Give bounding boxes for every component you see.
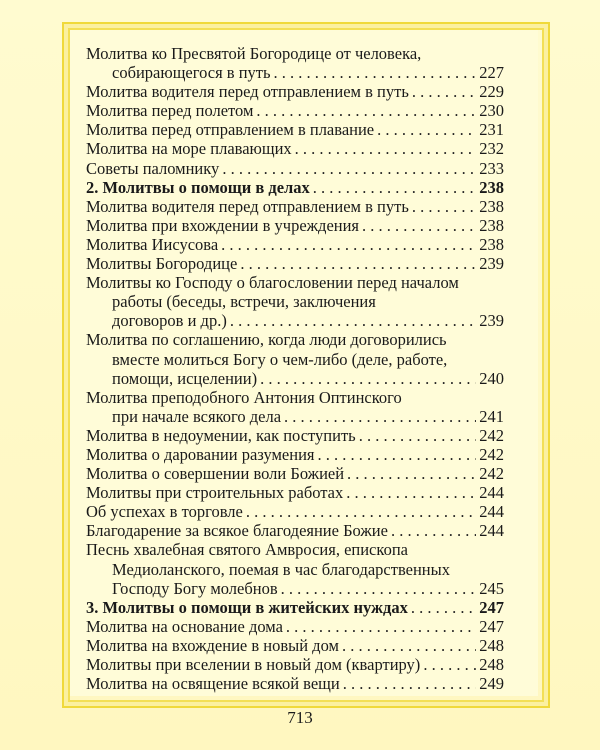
- toc-entry-row: [86, 369, 504, 388]
- dot-leader: [359, 426, 477, 445]
- toc-entry: [86, 235, 504, 254]
- dot-leader: [281, 579, 477, 598]
- entry-title: помощи, исцелении): [112, 368, 258, 388]
- toc-entry-row: [86, 636, 504, 655]
- dot-leader: [246, 502, 476, 521]
- toc-entry-row: [86, 311, 504, 330]
- dot-leader: [362, 216, 476, 235]
- toc-entry: [86, 139, 504, 158]
- dot-leader: [240, 254, 476, 273]
- dot-leader: [391, 521, 476, 540]
- entry-title: Молитвы Богородице: [86, 254, 238, 274]
- toc-entry-row: [86, 655, 504, 674]
- entry-title: Молитва Иисусова: [86, 234, 219, 254]
- entry-page: 233: [479, 158, 504, 178]
- entry-page: 248: [479, 635, 504, 655]
- dot-leader: [274, 63, 477, 82]
- entry-page: 244: [479, 502, 504, 522]
- toc-entry: [86, 655, 504, 674]
- toc-entry-line: Молитвы ко Господу о благословении перед началом: [86, 273, 459, 293]
- entry-page: 245: [479, 578, 504, 598]
- dot-leader: [221, 235, 476, 254]
- entry-title: Молитва о даровании разумения: [86, 444, 315, 464]
- toc-entry-row: [86, 63, 504, 82]
- toc-entry: [86, 445, 504, 464]
- entry-page: 242: [479, 444, 504, 464]
- entry-page: 238: [479, 177, 504, 197]
- dot-leader: [222, 159, 476, 178]
- toc-entry: [86, 674, 504, 693]
- dot-leader: [256, 101, 476, 120]
- entry-title: Молитва при вхождении в учреждения: [86, 215, 360, 235]
- entry-title: Молитва в недоумении, как поступить: [86, 425, 356, 445]
- entry-title: Об успехах в торговле: [86, 502, 243, 522]
- toc-entry-line: Песнь хвалебная святого Амвросия, епископа: [86, 540, 408, 560]
- dot-leader: [347, 464, 476, 483]
- toc-entry-row: [86, 407, 504, 426]
- toc-entry: [86, 330, 504, 387]
- toc-entry-line: вместе молиться Богу о чем-либо (деле, работе,: [112, 349, 448, 369]
- entry-page: 239: [479, 254, 504, 274]
- dot-leader: [230, 311, 476, 330]
- toc-entry: [86, 254, 504, 273]
- toc-entry-line: Молитва ко Пресвятой Богородице от человека,: [86, 44, 422, 63]
- entry-title: собирающегося в путь: [112, 63, 271, 83]
- entry-title: 3. Молитвы о помощи в житейских нуждах: [86, 597, 408, 617]
- toc-entry-line: Медиоланского, поемая в час благодарственных: [112, 559, 450, 579]
- dot-leader: [377, 120, 476, 139]
- entry-title: Благодарение за всякое благодеяние Божие: [86, 521, 388, 541]
- section-heading: [86, 598, 504, 617]
- entry-page: 238: [479, 215, 504, 235]
- toc-entry-line: Молитва преподобного Антония Оптинского: [86, 387, 402, 407]
- entry-page: 238: [479, 234, 504, 254]
- entry-page: 249: [479, 674, 504, 694]
- entry-title: Молитва на основание дома: [86, 616, 283, 636]
- entry-title: 2. Молитвы о помощи в делах: [86, 177, 310, 197]
- entry-page: 231: [479, 120, 504, 140]
- table-of-contents: [86, 44, 504, 693]
- entry-page: 242: [479, 464, 504, 484]
- page-number: 713: [287, 708, 313, 727]
- entry-title: при начале всякого дела: [112, 406, 282, 426]
- entry-page: 230: [479, 101, 504, 121]
- toc-entry: [86, 502, 504, 521]
- entry-title: Молитва перед полетом: [86, 101, 254, 121]
- dot-leader: [318, 445, 477, 464]
- toc-entry-row: [86, 579, 504, 598]
- dot-leader: [313, 178, 476, 197]
- dot-leader: [412, 197, 476, 216]
- toc-entry-row: [86, 159, 504, 178]
- entry-page: 229: [479, 82, 504, 102]
- toc-entry-line: работы (беседы, встречи, заключения: [112, 292, 376, 312]
- entry-title: Советы паломнику: [86, 158, 220, 178]
- entry-page: 241: [479, 406, 504, 426]
- toc-entry-row: [86, 197, 504, 216]
- entry-title: Молитвы при вселении в новый дом (квартиру): [86, 655, 421, 674]
- entry-page: 239: [479, 311, 504, 331]
- dot-leader: [295, 139, 477, 158]
- entry-title: Молитва на море плавающих: [86, 139, 292, 159]
- toc-entry-row: [86, 235, 504, 254]
- toc-entry-row: [86, 464, 504, 483]
- toc-entry: [86, 483, 504, 502]
- toc-entry-row: [86, 120, 504, 139]
- toc-entry: [86, 216, 504, 235]
- toc-entry-row: [86, 674, 504, 693]
- toc-entry: [86, 521, 504, 540]
- entry-page: 248: [479, 655, 504, 674]
- dot-leader: [284, 407, 476, 426]
- toc-entry: [86, 636, 504, 655]
- entry-title: Молитва на вхождение в новый дом: [86, 635, 339, 655]
- entry-page: 244: [479, 483, 504, 503]
- entry-title: Господу Богу молебнов: [112, 578, 278, 598]
- entry-title: Молитва на освящение всякой вещи: [86, 674, 340, 694]
- dot-leader: [286, 617, 476, 636]
- toc-entry: [86, 617, 504, 636]
- entry-title: Молитва о совершении воли Божией: [86, 464, 345, 484]
- toc-entry-row: [86, 101, 504, 120]
- toc-entry-row: [86, 254, 504, 273]
- dot-leader: [260, 369, 476, 388]
- toc-entry: [86, 540, 504, 597]
- toc-entry-row: [86, 502, 504, 521]
- toc-entry: [86, 82, 504, 101]
- entry-page: 244: [479, 521, 504, 541]
- dot-leader: [346, 483, 476, 502]
- toc-entry: [86, 44, 504, 82]
- entry-title: Молитва водителя перед отправлением в путь: [86, 196, 409, 216]
- entry-title: Молитва перед отправлением в плавание: [86, 120, 375, 140]
- dot-leader: [342, 636, 476, 655]
- entry-title: Молитвы при строительных работах: [86, 483, 344, 503]
- toc-entry-row: [86, 216, 504, 235]
- toc-entry: [86, 101, 504, 120]
- toc-entry-row: [86, 82, 504, 101]
- toc-entry-row: [86, 617, 504, 636]
- toc-entry-row: [86, 521, 504, 540]
- entry-page: 240: [479, 368, 504, 388]
- toc-entry-row: [86, 178, 504, 197]
- toc-entry: [86, 120, 504, 139]
- toc-entry-line: Молитва по соглашению, когда люди договорились: [86, 330, 447, 350]
- section-heading: [86, 178, 504, 197]
- toc-entry: [86, 426, 504, 445]
- entry-page: 247: [479, 616, 504, 636]
- entry-page: 247: [479, 597, 504, 617]
- entry-page: 238: [479, 196, 504, 216]
- toc-entry-row: [86, 598, 504, 617]
- toc-entry-row: [86, 426, 504, 445]
- dot-leader: [343, 674, 477, 693]
- entry-title: договоров и др.): [112, 311, 227, 331]
- dot-leader: [411, 598, 476, 617]
- dot-leader: [423, 655, 476, 674]
- toc-entry-row: [86, 445, 504, 464]
- toc-entry: [86, 159, 504, 178]
- toc-entry-row: [86, 139, 504, 158]
- toc-entry-row: [86, 483, 504, 502]
- entry-page: 242: [479, 425, 504, 445]
- entry-page: 232: [479, 139, 504, 159]
- toc-entry: [86, 197, 504, 216]
- toc-entry: [86, 273, 504, 330]
- entry-title: Молитва водителя перед отправлением в путь: [86, 82, 409, 102]
- toc-entry: [86, 464, 504, 483]
- dot-leader: [412, 82, 476, 101]
- entry-page: 227: [479, 63, 504, 83]
- toc-entry: [86, 388, 504, 426]
